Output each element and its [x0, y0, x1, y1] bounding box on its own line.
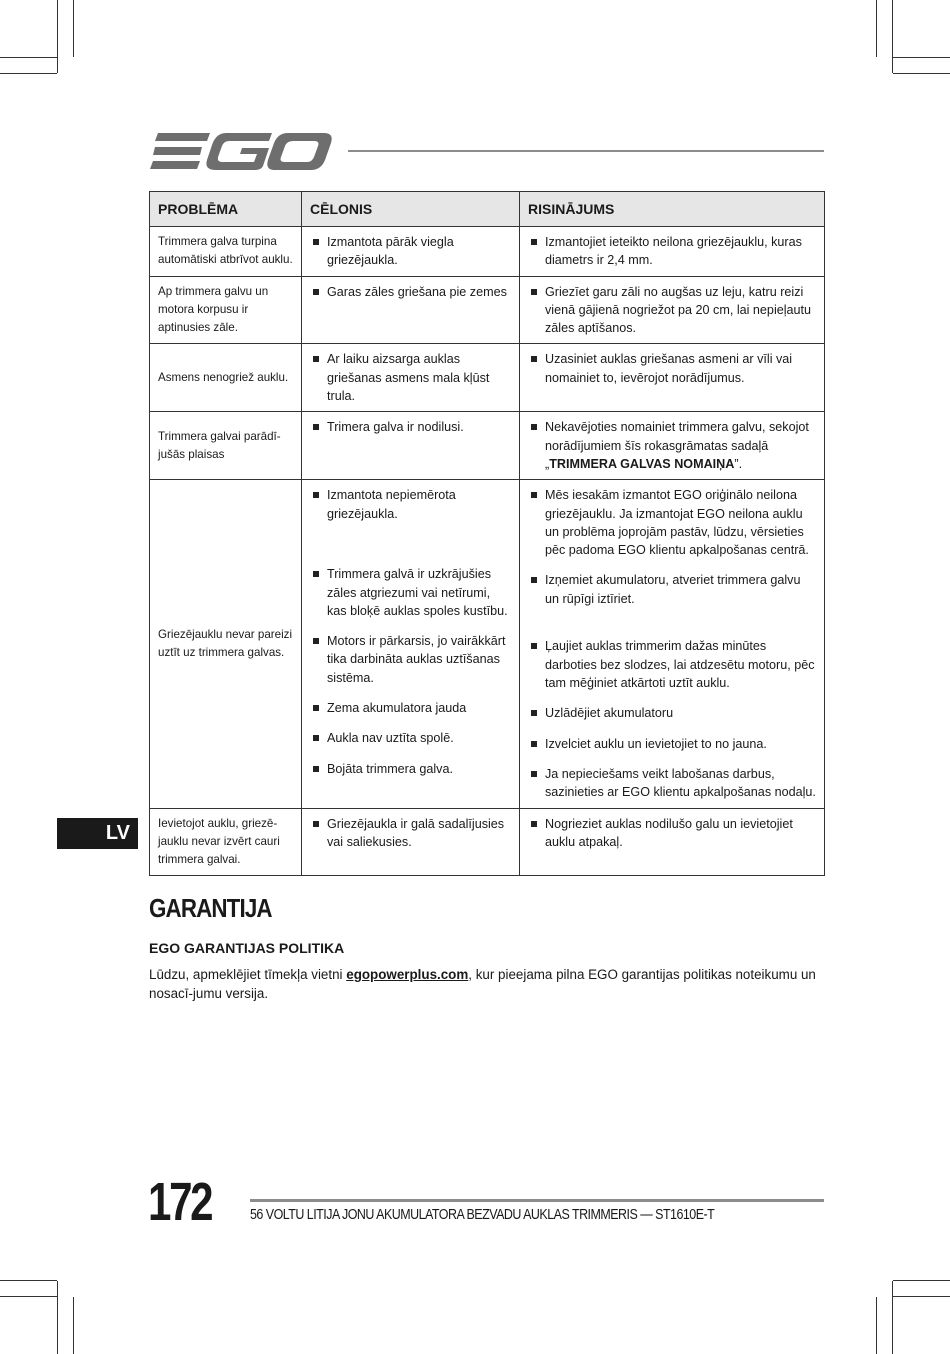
cause-cell: [302, 227, 520, 277]
crop-mark: [73, 1297, 74, 1354]
solution-item: Nogrieziet auklas nodilušo galu un ievietojiet auklu atpakaļ.: [528, 815, 816, 852]
problem-cell: Asmens nenogriež auklu.: [150, 344, 302, 412]
language-tab: LV: [57, 818, 138, 849]
solution-item: Uzasiniet auklas griešanas asmeni ar vīli vai nomainiet to, ievērojot norādījumus.: [528, 350, 816, 387]
policy-text-pre: Lūdzu, apmeklējiet tīmekļa vietni: [149, 967, 347, 982]
cause-item: Izmantota nepiemērota griezējaukla.: [310, 486, 511, 553]
problem-cell: Trimmera galva turpina automātiski atbrīvot auklu.: [150, 227, 302, 277]
crop-mark: [876, 0, 877, 57]
table-row: [150, 412, 825, 480]
section-reference: TRIMMERA GALVAS NOMAIŅA: [549, 456, 735, 471]
header-rule: [348, 150, 824, 152]
policy-title: EGO GARANTIJAS POLITIKA: [149, 940, 345, 956]
solution-cell: [520, 480, 825, 808]
table-header-row: [150, 192, 825, 227]
crop-mark: [893, 1280, 950, 1281]
solution-item: Izmantojiet ieteikto neilona griezējauklu, kuras diametrs ir 2,4 mm.: [528, 233, 816, 270]
solution-text: ”.: [734, 456, 743, 471]
cause-item: Motors ir pārkarsis, jo vairākkārt tika darbināta auklas uztīšanas sistēma.: [310, 632, 511, 687]
solution-item: Griezīet garu zāli no augšas uz leju, katru reizi vienā gājienā nogriežot pa 20 cm, lai nepieļautu zāles aptīšanos.: [528, 283, 816, 338]
solution-item: Mēs iesakām izmantot EGO oriģinālo neilona griezējauklu. Ja izmantojat EGO neilona auklu un problēma joprojām pastāv, lūdzu, vērsieties pēc padoma EGO klientu apkalpošanas centrā.: [528, 486, 816, 559]
website-link[interactable]: egopowerplus.com: [346, 967, 469, 982]
policy-text-post: , kur pieejama pilna EGO garantijas politikas noteikumu un nosacī-jumu versija.: [149, 967, 816, 1001]
problem-cell: Ap trimmera galvu un motora korpusu ir aptinusies zāle.: [150, 276, 302, 344]
page-number: 172: [148, 1172, 212, 1232]
section-title: GARANTIJA: [149, 893, 272, 923]
cause-cell: [302, 412, 520, 480]
crop-mark: [0, 1280, 57, 1281]
crop-mark: [876, 1297, 877, 1354]
solution-item: Ja nepieciešams veikt labošanas darbus, sazinieties ar EGO klientu apkalpošanas nodaļu.: [528, 765, 816, 802]
cause-cell: [302, 344, 520, 412]
crop-mark: [892, 1281, 893, 1354]
crop-mark: [892, 57, 950, 58]
cause-cell: [302, 480, 520, 808]
cause-cell: [302, 276, 520, 344]
crop-mark: [893, 73, 950, 74]
solution-item: Uzlādējiet akumulatoru: [528, 704, 816, 722]
solution-cell: [520, 412, 825, 480]
header-solution: RISINĀJUMS: [520, 192, 825, 227]
crop-mark: [892, 1296, 950, 1297]
footer-title: 56 VOLTU LITIJA JONU AKUMULATORA BEZVADU AUKLAS TRIMMERIS — ST1610E-T: [250, 1207, 715, 1223]
ego-logo: [150, 130, 332, 172]
table-row: [150, 480, 825, 808]
solution-cell: [520, 808, 825, 876]
header-cause: CĒLONIS: [302, 192, 520, 227]
cause-item: Trimmera galvā ir uzkrājušies zāles atgriezumi vai netīrumi, kas bloķē auklas spoles kustību.: [310, 565, 511, 620]
crop-mark: [57, 0, 58, 73]
crop-mark: [73, 0, 74, 57]
solution-item: [528, 418, 816, 473]
crop-mark: [57, 1281, 58, 1354]
crop-mark: [0, 57, 58, 58]
crop-mark: [892, 0, 893, 73]
crop-mark: [0, 73, 57, 74]
problem-cell: Griezējauklu nevar pareizi uztīt uz trimmera galvas.: [150, 480, 302, 808]
crop-mark: [0, 1296, 58, 1297]
cause-cell: [302, 808, 520, 876]
cause-item: Ar laiku aizsarga auklas griešanas asmens mala kļūst trula.: [310, 350, 511, 405]
solution-text: Nekavējoties nomainiet trimmera galvu, sekojot norādījumiem šīs rokasgrāmatas sadaļā „: [545, 420, 809, 471]
table-row: [150, 227, 825, 277]
header-problem: PROBLĒMA: [150, 192, 302, 227]
policy-text: [149, 966, 824, 1003]
troubleshooting-table: [149, 191, 825, 876]
problem-cell: Ievietojot auklu, griezē-jauklu nevar izvērt cauri trimmera galvai.: [150, 808, 302, 876]
problem-cell: Trimmera galvai parādī-jušās plaisas: [150, 412, 302, 480]
solution-cell: [520, 276, 825, 344]
cause-item: Garas zāles griešana pie zemes: [310, 283, 511, 301]
footer-rule: [250, 1199, 824, 1202]
cause-item: Aukla nav uztīta spolē.: [310, 729, 511, 747]
solution-cell: [520, 344, 825, 412]
solution-cell: [520, 227, 825, 277]
table-row: [150, 276, 825, 344]
cause-item: Izmantota pārāk viegla griezējaukla.: [310, 233, 511, 270]
table-row: [150, 808, 825, 876]
cause-item: Zema akumulatora jauda: [310, 699, 511, 717]
cause-item: Trimera galva ir nodilusi.: [310, 418, 511, 436]
cause-item: Griezējaukla ir galā sadalījusies vai saliekusies.: [310, 815, 511, 852]
solution-item: Izņemiet akumulatoru, atveriet trimmera galvu un rūpīgi iztīriet.: [528, 571, 816, 625]
table-row: [150, 344, 825, 412]
solution-item: Ļaujiet auklas trimmerim dažas minūtes darboties bez slodzes, lai atdzesētu motoru, pēc tam mēģiniet atkārtoti uztīt auklu.: [528, 637, 816, 692]
solution-item: Izvelciet auklu un ievietojiet to no jauna.: [528, 735, 816, 753]
cause-item: Bojāta trimmera galva.: [310, 760, 511, 778]
